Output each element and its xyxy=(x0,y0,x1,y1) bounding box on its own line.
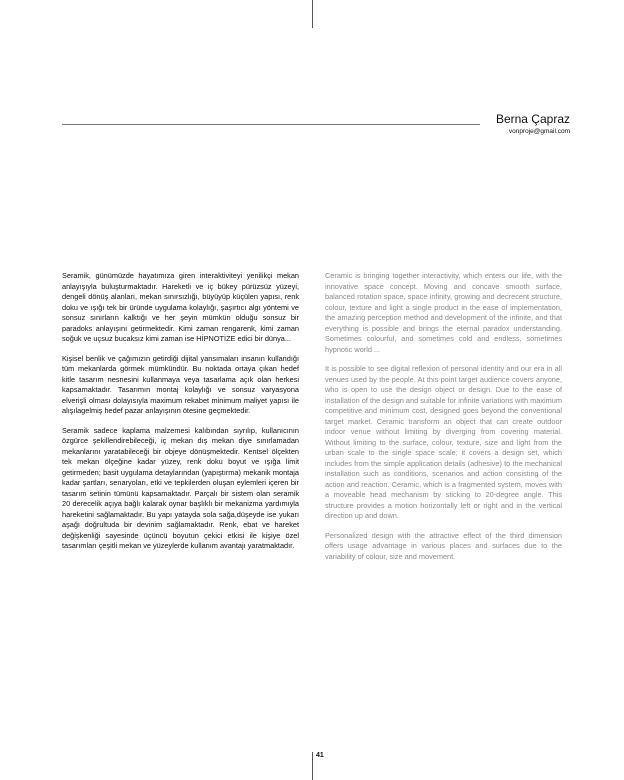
page-number: 41 xyxy=(316,752,324,759)
turkish-paragraph: Seramik, günümüzde hayatımıza giren interaktiviteyi yenilikçi mekan anlayışıyla buluşturmaktadır. Hareketli ve iç bükey pürüzsüz yüzeyi, dengeli dönüş alanları, mekan sınırsızlığı, büyüyüp küçülen yapısı, renk doku ve ışığı tek bir üründe uygulama kolaylığı, şaşırtıcı algı yöntemi ve sonsuz sınırların kalktığı ve her şeyin mümkün olduğu sonsuz bir paradoks anlayışını getirmektedir. Kimi zaman rengarenk, kimi zaman soğuk ve uçsuz bucaksız kimi zaman ise HİPNOTİZE edici bir dünya... xyxy=(62,271,299,343)
header-divider xyxy=(62,124,480,125)
english-paragraph: Personalized design with the attractive effect of the third dimension offers usage advantage in various places and surfaces due to the variability of colour, size and movement. xyxy=(325,530,562,561)
english-paragraph: Ceramic is bringing together interactivity, which enters our life, with the innovative space concept. Moving and concave smooth surface, balanced rotation space, space infinity, growing and decrecent structure, colour, texture and light a single product in the ease of implementation, the amazing perception method and development of the infinite, and that everything is possible and brings the eternal paradox understanding. Sometimes colourful, and sometimes cold and endless, sometimes hypnotic world ... xyxy=(325,271,562,354)
bottom-crop-line xyxy=(312,752,313,780)
turkish-paragraph: Seramik sadece kaplama malzemesi kalıbından sıyrılıp, kullanıcının özgürce şekillendirebileceği, iç mekan dış mekan diye sınırlamadan mekanlarını yaratabileceği bir objeye dönüşmektedir. Kentsel ölçekten tek mekan ölçeğine kadar yüzey, renk doku boyut ve ışığa limit getirmeden; basit uygulama detaylarından (yapıştırma) mekanik montaja kadar şartları, senaryoları, etki ve tepkilerden oluşan eylemleri içeren bir tasarım setinin tümünü kapsamaktadır. Parçalı bir sistem olan seramik 20 derecelik açıya bağlı kalarak oynar başlıklı bir mekanizma yardımıyla hareketini sağlamaktadır. Bu yapı yatayda sola sağa,düşeyde ise yukarı aşağı doğrultuda bir devinim sağlamaktadır. Renk, ebat ve hareket değişkenliği sayesinde üçüncü boyutun çekici etkisi ile kişiye özel tasarımları çeşitli mekan ve yüzeylerde kullanım avantajı yaratmaktadır. xyxy=(62,425,299,550)
english-text-column xyxy=(325,271,562,571)
author-name: Berna Çapraz xyxy=(495,112,570,126)
english-paragraph: It is possible to see digital reflexion of personal identity and our era in all venues used by the people. At this point target audience covers anyone, who is open to use the design object or design. Due to the ease of installation of the design and suitable for infinite variations with maximum competitive and minimum cost, designed goes beyond the conventional target market. Ceramic transform an object that can create outdoor indoor venue without limiting by diverging from covering material. Without limiting to the surface, colour, texture, size and light from the urban scale to the single space scale; it covers a design set, which includes from the simple application details (adhesive) to the mechanical installation such as conditions, scenarios and action consisting of the action and reaction. Ceramic, which is a fragmented system, moves with a moveable head mechanism by sticking to 20-degree angle. This structure provides a motion horizontally left or right and in the vertical direction up and down. xyxy=(325,364,562,520)
author-email: vonproje@gmail.com xyxy=(508,128,570,135)
turkish-paragraph: Kişisel benlik ve çağımızın getirdiği dijital yansımaları insanın kullandığı tüm mekanlarda görmek mümkündür. Bu noktada ortaya çıkan hedef kitle tasarım nesnesini kullanmaya veya tasarlama açık olan herkesi kapsamaktadır. Tasarımın montaj kolaylığı ve sonsuz varyasyona elverişli olması dolayısıyla maximum rekabet minimum maliyet yapısı ile alışılagelmiş hedef pazar anlayışının ötesine geçmektedir. xyxy=(62,353,299,415)
top-crop-line xyxy=(312,0,313,28)
turkish-text-column xyxy=(62,271,299,561)
